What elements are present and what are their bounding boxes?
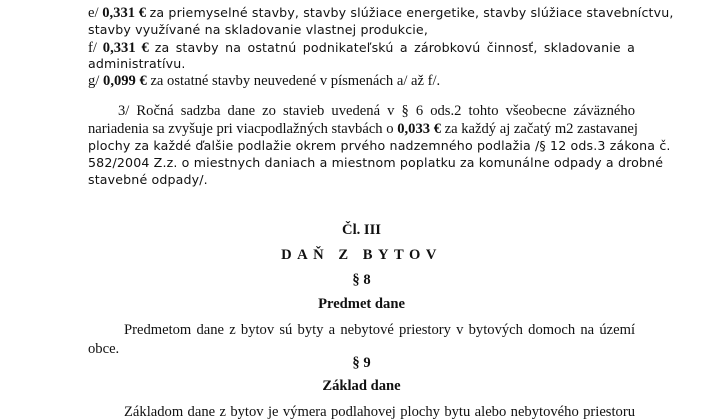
item-f-line-1 (88, 40, 635, 56)
item-f-amount: 0,331 € (102, 40, 149, 56)
section-9-heading: Základ dane (322, 378, 401, 394)
item-e-amount: 0,331 € (102, 5, 146, 21)
paragraph-3-text-a: nariadenia sa zvyšuje pri viacpodlažných stavbách o (88, 121, 394, 137)
item-e-prefix: e/ (88, 5, 99, 21)
paragraph-3-amount: 0,033 € (397, 121, 441, 137)
paragraph-3-text-b: za každý aj začatý m2 zastavanej (444, 121, 638, 137)
item-g-line (88, 73, 440, 89)
paragraph-3-line-5: stavebné odpady/. (88, 172, 208, 187)
paragraph-3-line-2 (88, 121, 638, 137)
section-8-number: § 8 (352, 272, 371, 288)
section-9-text-line-1: Základom dane z bytov je výmera podlahovej plochy bytu alebo nebytového priestoru (124, 404, 635, 420)
item-e-line-1 (88, 5, 674, 21)
item-e-line-2: stavby využívané na skladovanie vlastnej produkcie, (88, 22, 428, 37)
item-g-text: za ostatné stavby neuvedené v písmenách a/ až f/. (150, 73, 441, 89)
article-number: Čl. III (342, 222, 381, 238)
item-g-amount: 0,099 € (103, 73, 147, 89)
paragraph-3-line-4: 582/2004 Z.z. o miestnych daniach a miestnom poplatku za komunálne odpady a drobné (88, 155, 664, 170)
section-8-text-line-1: Predmetom dane z bytov sú byty a nebytové priestory v bytových domoch na území (124, 322, 635, 338)
item-f-prefix: f/ (88, 40, 97, 56)
item-f-text: za stavby na ostatnú podnikateľskú a zárobkovú činnosť, skladovanie a (154, 40, 635, 55)
item-g-prefix: g/ (88, 73, 100, 89)
section-9-number: § 9 (352, 355, 371, 371)
paragraph-3-line-1: 3/ Ročná sadzba dane zo stavieb uvedená v § 6 ods.2 tohto všeobecne záväzného (118, 103, 635, 119)
paragraph-3-line-3: plochy za každé ďalšie podlažie okrem prvého nadzemného podlažia /§ 12 ods.3 zákona č. (88, 138, 671, 153)
item-f-line-2: administratívu. (88, 56, 186, 71)
article-title: DAŇ Z BYTOV (281, 247, 442, 263)
section-8-text-line-2: obce. (88, 341, 120, 357)
item-e-text: za priemyselné stavby, stavby slúžiace energetike, stavby slúžiace stavebníctvu, (149, 5, 674, 20)
section-8-heading: Predmet dane (318, 296, 405, 312)
